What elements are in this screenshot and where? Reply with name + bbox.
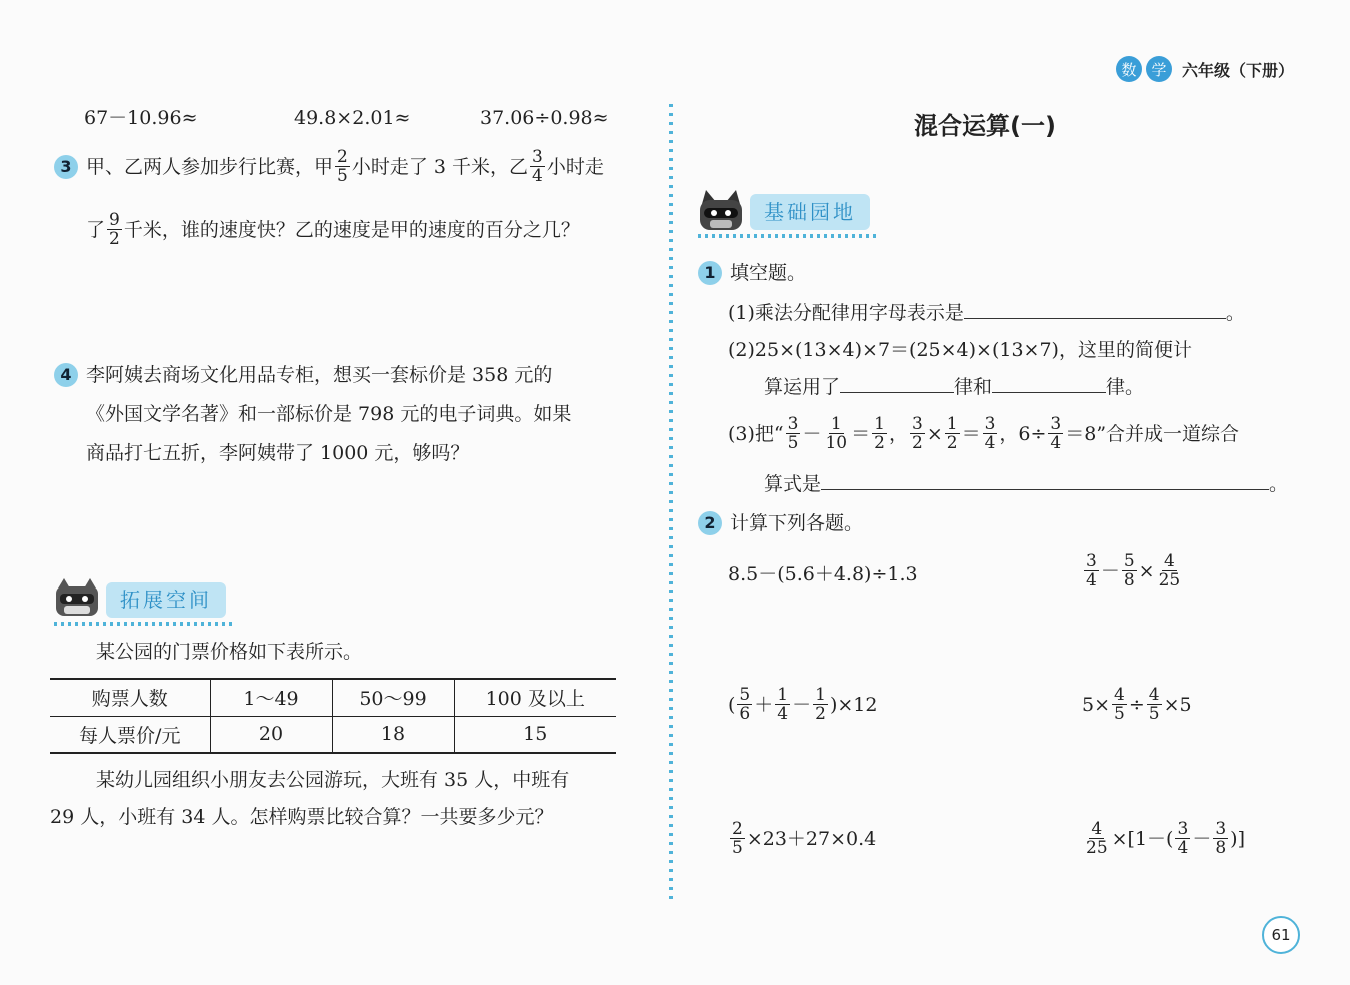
table-cell: 100 及以上 (454, 679, 616, 716)
fraction: $\frac{1}{2}$ (946, 414, 958, 453)
calc-4-head: 5× (1082, 693, 1111, 716)
calc-5-rest: ×23＋27×0.4 (746, 827, 877, 850)
fraction: $\frac{4}{25}$ (1086, 819, 1108, 858)
q1-part2-text-a: 算运用了 (764, 376, 841, 398)
answer-blank (964, 299, 1226, 319)
answer-blank (992, 373, 1106, 393)
operator: ＝ (961, 422, 981, 445)
fraction: $\frac{5}{8}$ (1123, 551, 1135, 590)
question-4-line1 (54, 361, 552, 389)
question-1-number: 1 (698, 261, 722, 285)
calc-6-mid: ×[1－( (1111, 827, 1174, 850)
table-cell: 1～49 (210, 679, 332, 716)
header (1116, 56, 1294, 82)
answer-blank (821, 470, 1269, 490)
ticket-price-table (50, 678, 616, 754)
q1-p3-text: (3)把“ (728, 422, 784, 445)
banner-dots (54, 622, 234, 626)
q3-text-c: 小时走 (546, 155, 604, 178)
estimate-1: 67－10.96≈ (84, 107, 198, 129)
q3-text-d: 了 (86, 218, 106, 241)
calc-4-tail: ×5 (1163, 693, 1192, 716)
calc-4 (1082, 686, 1192, 723)
fraction: $\frac{3}{5}$ (787, 414, 799, 453)
calc-3 (728, 686, 877, 723)
question-4-line3: 商品打七五折，李阿姨带了 1000 元，够吗？ (86, 442, 470, 464)
grade-label: 六年级（下册） (1182, 60, 1295, 80)
q3-text-a: 甲、乙两人参加步行比赛，甲 (86, 155, 334, 178)
q3-text-e: 千米，谁的速度快？乙的速度是甲的速度的百分之几？ (123, 218, 580, 241)
q1-part2-text-c: 律。 (1106, 376, 1145, 398)
question-4-number: 4 (54, 363, 78, 387)
fraction: $\frac{4}{5}$ (1148, 685, 1160, 724)
subject-badge-1: 数 (1116, 56, 1142, 82)
q1-part2-text-b: 律和 (954, 376, 993, 398)
table-cell: 15 (454, 716, 616, 753)
q1-title: 填空题。 (730, 262, 807, 284)
separator: ， (888, 422, 908, 445)
question-3-line1 (54, 148, 604, 185)
table-cell: 购票人数 (50, 679, 210, 716)
raccoon-mascot-icon (54, 578, 100, 620)
table-cell: 每人票价/元 (50, 716, 210, 753)
fraction: $\frac{4}{5}$ (1114, 685, 1125, 724)
estimate-2: 49.8×2.01≈ (294, 107, 411, 129)
question-3-number: 3 (54, 155, 78, 179)
fraction: $\frac{2}{5}$ (732, 819, 743, 858)
question-1-heading (698, 259, 806, 287)
q1-part2-line1: (2)25×(13×4)×7＝(25×4)×(13×7)，这里的简便计 (728, 339, 1192, 361)
fraction: $\frac{1}{2}$ (815, 685, 826, 724)
estimate-3: 37.06÷0.98≈ (480, 107, 609, 129)
q1-part3-line1 (728, 415, 1239, 452)
q1-p3-text-b: ，6÷ (999, 422, 1047, 445)
fraction: $\frac{3}{8}$ (1215, 819, 1227, 858)
q2-title: 计算下列各题。 (730, 512, 864, 534)
operator: ÷ (1128, 693, 1145, 716)
expand-question-line1: 某幼儿园组织小朋友去公园游玩，大班有 35 人，中班有 (96, 769, 570, 791)
paren: ( (728, 693, 736, 716)
fraction: $\frac{1}{2}$ (874, 414, 885, 453)
fraction: $\frac{2}{5}$ (337, 147, 348, 186)
q1-part2-line2 (764, 373, 1144, 401)
banner-dots (698, 234, 878, 238)
q1-p3-text-c: ＝8”合并成一道综合 (1065, 422, 1240, 445)
table-cell: 20 (210, 716, 332, 753)
fraction: $\frac{4}{25}$ (1158, 551, 1181, 590)
basic-banner-label: 基础园地 (750, 194, 870, 230)
operator: ＝ (851, 422, 871, 445)
operator: × (926, 422, 943, 445)
table-row (50, 716, 616, 753)
fraction: $\frac{3}{4}$ (1050, 414, 1062, 453)
operator: － (792, 693, 812, 716)
basic-garden-banner (698, 190, 898, 236)
center-divider (669, 104, 673, 904)
expand-space-banner (54, 578, 254, 624)
table-cell: 18 (332, 716, 454, 753)
calc-6-tail: )] (1230, 827, 1245, 850)
q1-part1 (728, 299, 1245, 327)
expand-question-line2: 29 人，小班有 34 人。怎样购票比较合算？一共要多少元？ (50, 806, 554, 828)
answer-blank (840, 373, 954, 393)
fraction: $\frac{3}{4}$ (532, 147, 543, 186)
q1-part3-line2 (764, 470, 1288, 498)
operator: ＋ (754, 693, 774, 716)
operator: － (1100, 559, 1120, 582)
operator: － (1192, 827, 1212, 850)
page-number: 61 (1262, 916, 1300, 954)
q1-part1-text: (1)乘法分配律用字母表示是 (728, 302, 964, 324)
question-2-number: 2 (698, 511, 722, 535)
subject-badge-2: 学 (1146, 56, 1172, 82)
fraction: $\frac{3}{2}$ (911, 414, 923, 453)
fraction: $\frac{5}{6}$ (739, 685, 751, 724)
question-2-heading (698, 509, 863, 537)
calc-1: 8.5－(5.6＋4.8)÷1.3 (728, 563, 918, 585)
punct: 。 (1269, 473, 1289, 495)
cat-mascot-icon (698, 190, 744, 232)
q1-p3-line2-text: 算式是 (764, 473, 822, 495)
operator: － (802, 422, 822, 445)
q3-text-b: 小时走了 3 千米，乙 (351, 155, 529, 178)
fraction: $\frac{3}{4}$ (1086, 551, 1097, 590)
fraction: $\frac{9}{2}$ (109, 210, 120, 249)
fraction: $\frac{1}{10}$ (825, 414, 848, 453)
operator: × (1138, 559, 1155, 582)
fraction: $\frac{3}{4}$ (984, 414, 996, 453)
fraction: $\frac{1}{4}$ (777, 685, 789, 724)
table-row (50, 679, 616, 716)
q4-text-1: 李阿姨去商场文化用品专柜，想买一套标价是 358 元的 (86, 364, 553, 386)
table-cell: 50～99 (332, 679, 454, 716)
punct: 。 (1225, 302, 1245, 324)
question-3-line2 (86, 211, 580, 248)
calc-5 (728, 820, 876, 857)
section-title: 混合运算(一) (914, 112, 1056, 140)
expand-intro: 某公园的门票价格如下表所示。 (96, 641, 363, 663)
calc-2 (1082, 552, 1184, 589)
calc-6 (1082, 820, 1245, 857)
paren-tail: )×12 (829, 693, 878, 716)
fraction: $\frac{3}{4}$ (1177, 819, 1189, 858)
expand-banner-label: 拓展空间 (106, 582, 226, 618)
question-4-line2: 《外国文学名著》和一部标价是 798 元的电子词典。如果 (86, 403, 572, 425)
